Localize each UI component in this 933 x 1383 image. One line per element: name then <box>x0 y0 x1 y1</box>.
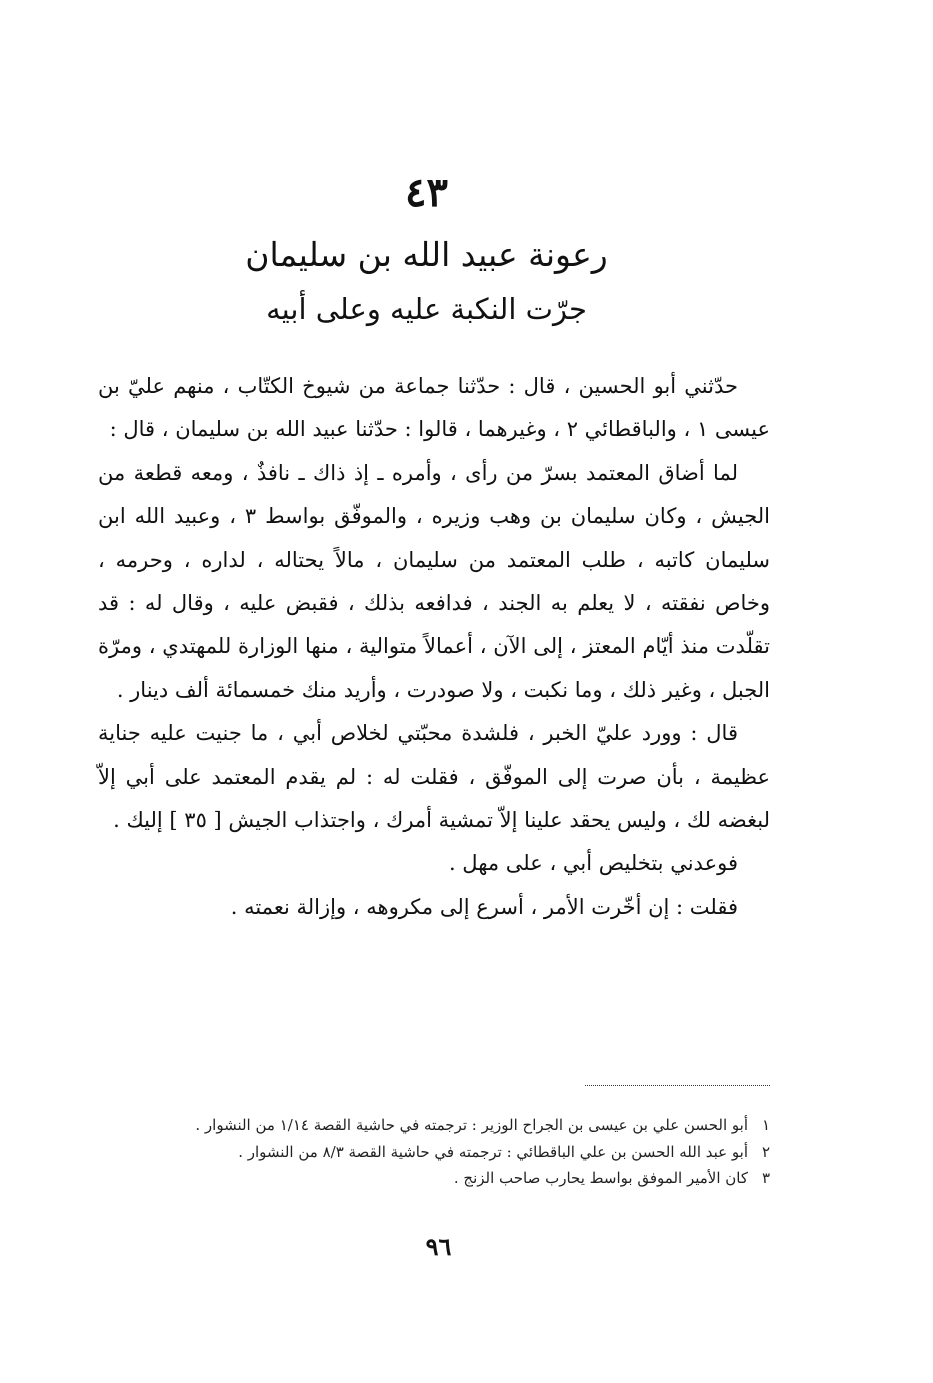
paragraph: قال : وورد عليّ الخبر ، فلشدة محبّتي لخلاص أبي ، ما جنيت عليه جناية عظيمة ، بأن صرت إلى الموفّق ، فقلت له : لم يقدم المعتمد على أبي إلاّ لبغضه لك ، وليس يحقد علينا إلاّ تمشية أمرك ، واجتذاب الجيش [ ٣٥ ] إليك . <box>98 721 770 833</box>
paragraph: حدّثني أبو الحسين ، قال : حدّثنا جماعة من شيوخ الكتّاب ، منهم عليّ بن عيسى ١ ، والباقطائي ٢ ، وغيرهما ، قالوا : حدّثنا عبيد الله بن سليمان ، قال : <box>98 374 770 442</box>
chapter-title: رعونة عبيد الله بن سليمان <box>245 235 608 274</box>
paragraph-short: فوعدني بتخليص أبي ، على مهل . <box>448 851 738 876</box>
footnote-separator <box>585 1085 770 1086</box>
chapter-number: ٤٣ <box>405 169 448 216</box>
footnote-text: كان الأمير الموفق بواسط يحارب صاحب الزنج . <box>453 1169 748 1187</box>
footnote <box>98 1165 770 1192</box>
footnote-number: ٢ <box>761 1142 770 1161</box>
page-number: ٩٦ <box>425 1232 452 1261</box>
footnote-text: أبو عبد الله الحسن بن علي الباقطائي : ترجمته في حاشية القصة ٨/٣ من النشوار . <box>238 1142 748 1161</box>
footnote-number: ١ <box>761 1116 770 1134</box>
body-text <box>98 365 770 929</box>
paragraph-short: فقلت : إن أخّرت الأمر ، أسرع إلى مكروهه ، وإزالة نعمته . <box>230 894 738 919</box>
footnotes <box>98 1112 770 1192</box>
footnote-text: أبو الحسن علي بن عيسى بن الجراح الوزير : ترجمته في حاشية القصة ١/١٤ من النشوار . <box>195 1116 748 1134</box>
footnote <box>98 1139 770 1166</box>
paragraph: لما أضاق المعتمد بسرّ من رأى ، وأمره ـ إذ ذاك ـ نافذٌ ، ومعه قطعة من الجيش ، وكان سليمان بن وهب وزيره ، والموفّق بواسط ٣ ، وعبيد الله ابن سليمان كاتبه ، طلب المعتمد من سليمان ، مالاً يحتاله ، لداره ، وحرمه ، وخاص نفقته ، لا يعلم به الجند ، فدافعه بذلك ، فقبض عليه ، وقال له : قد تقلّدت منذ أيّام المعتز ، إلى الآن ، أعمالاً متوالية ، منها الوزارة للمهتدي ، ومرّة الجبل ، وغير ذلك ، وما نكبت ، ولا صودرت ، وأريد منك خمسمائة ألف دينار . <box>98 460 770 702</box>
footnote-number: ٣ <box>761 1169 770 1187</box>
chapter-subtitle: جرّت النكبة عليه وعلى أبيه <box>266 292 587 326</box>
footnote <box>98 1112 770 1139</box>
